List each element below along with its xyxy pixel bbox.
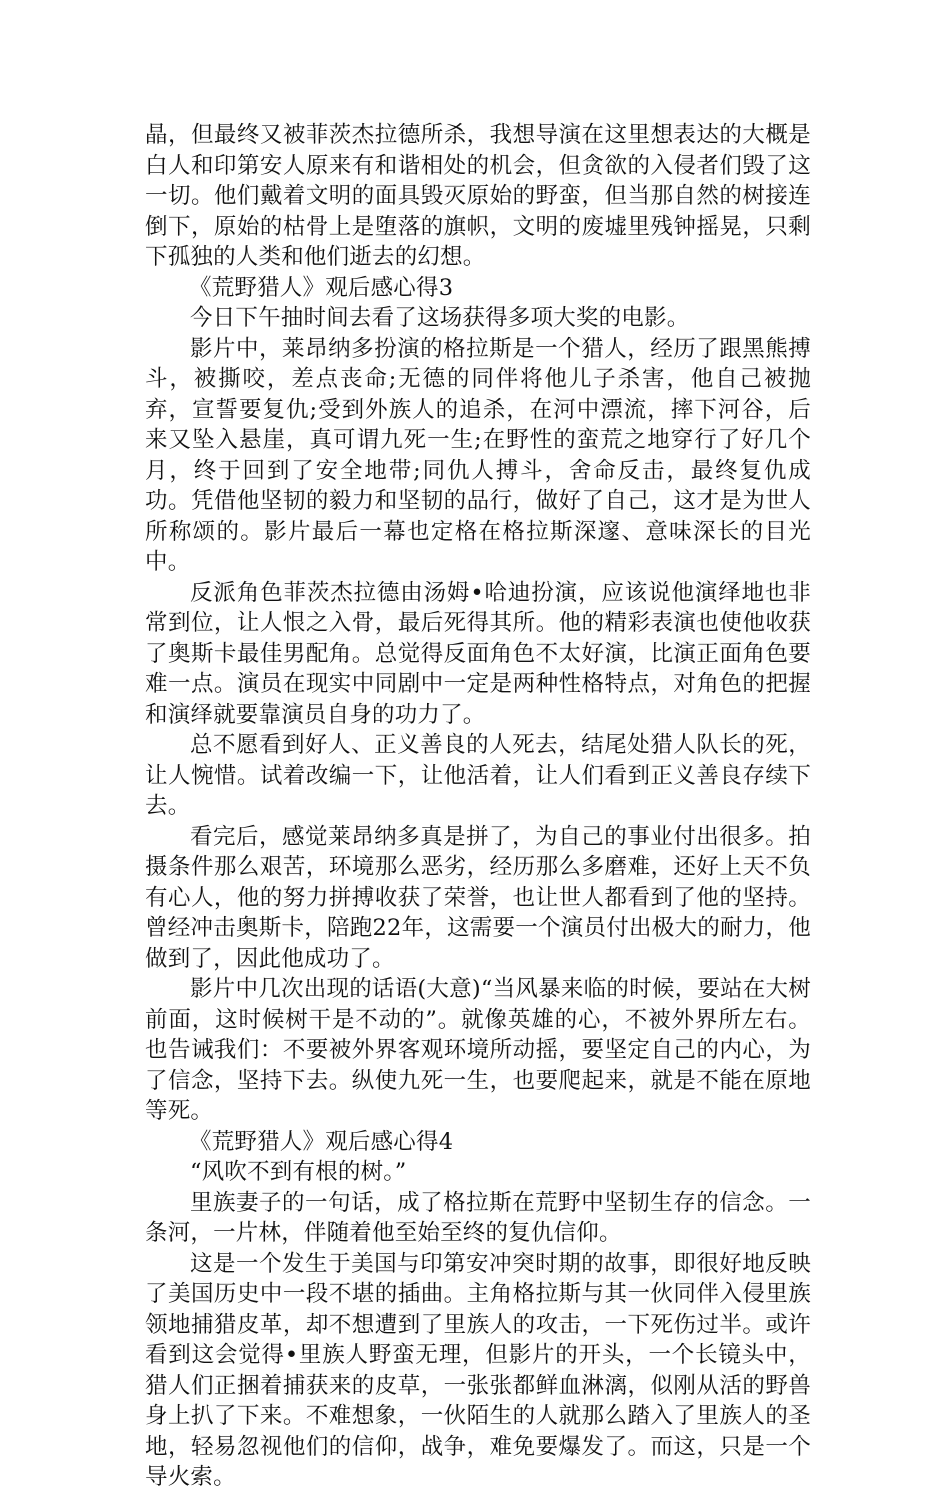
paragraph-10: 这是一个发生于美国与印第安冲突时期的故事，即很好地反映了美国历史中一段不堪的插曲。主角格拉斯与其一伙同伴入侵里族领地捕猎皮革，却不想遭到了里族人的攻击，一下死伤过半。或许看到这会觉得•里族人野蛮无理，但影片的开头，一个长镜头中，猎人们正捆着捕获来的皮草，一张张都鲜血淋漓，似刚从活的野兽身上扒了下来。不难想象，一伙陌生的人就那么踏入了里族人的圣地，轻易忽视他们的信仰，战争，难免要爆发了。而这，只是一个导火索。 <box>145 1250 811 1490</box>
document-page <box>145 120 811 1493</box>
paragraph-7: 影片中几次出现的话语(大意)“当风暴来临的时候，要站在大树前面，这时候树干是不动的”。就像英雄的心，不被外界所左右。也告诫我们：不要被外界客观环境所动摇，要坚定自己的内心，为了信念，坚持下去。纵使九死一生，也要爬起来，就是不能在原地等死。 <box>145 976 811 1124</box>
paragraph-9: 里族妻子的一句话，成了格拉斯在荒野中坚韧生存的信念。一条河，一片林，伴随着他至始至终的复仇信仰。 <box>145 1189 811 1246</box>
section-heading-3: 《荒野猎人》观后感心得3 <box>189 274 454 301</box>
section-heading-4: 《荒野猎人》观后感心得4 <box>189 1128 454 1155</box>
paragraph-8: “风吹不到有根的树。” <box>190 1159 407 1185</box>
paragraph-4: 反派角色菲茨杰拉德由汤姆•哈迪扮演，应该说他演绎地也非常到位，让人恨之入骨，最后死得其所。他的精彩表演也使他收获了奥斯卡最佳男配角。总觉得反面角色不太好演，比演正面角色要难一点。演员在现实中同剧中一定是两种性格特点，对角色的把握和演绎就要靠演员自身的功力了。 <box>145 579 811 728</box>
paragraph-6: 看完后，感觉莱昂纳多真是拼了，为自己的事业付出很多。拍摄条件那么艰苦，环境那么恶劣，经历那么多磨难，还好上天不负有心人，他的努力拼搏收获了荣誉，也让世人都看到了他的坚持。曾经冲击奥斯卡，陪跑22年，这需要一个演员付出极大的耐力，他做到了，因此他成功了。 <box>145 823 811 972</box>
paragraph-5: 总不愿看到好人、正义善良的人死去，结尾处猎人队长的死，让人惋惜。试着改编一下，让他活着，让人们看到正义善良存续下去。 <box>145 732 811 819</box>
paragraph-1: 晶，但最终又被菲茨杰拉德所杀，我想导演在这里想表达的大概是白人和印第安人原来有和谐相处的机会，但贪欲的入侵者们毁了这一切。他们戴着文明的面具毁灭原始的野蛮，但当那自然的树接连倒下，原始的枯骨上是堕落的旗帜，文明的废墟里残钟摇晃，只剩下孤独的人类和他们逝去的幻想。 <box>145 122 811 270</box>
paragraph-3: 影片中，莱昂纳多扮演的格拉斯是一个猎人，经历了跟黑熊搏斗，被撕咬，差点丧命;无德的同伴将他儿子杀害，他自己被抛弃，宣誓要复仇;受到外族人的追杀，在河中漂流，摔下河谷，后来又坠入悬崖，真可谓九死一生;在野性的蛮荒之地穿行了好几个月，终于回到了安全地带;同仇人搏斗，舍命反击，最终复仇成功。凭借他坚韧的毅力和坚韧的品行，做好了自己，这才是为世人所称颂的。影片最后一幕也定格在格拉斯深邃、意味深长的目光中。 <box>145 335 811 575</box>
paragraph-2: 今日下午抽时间去看了这场获得多项大奖的电影。 <box>190 305 690 331</box>
